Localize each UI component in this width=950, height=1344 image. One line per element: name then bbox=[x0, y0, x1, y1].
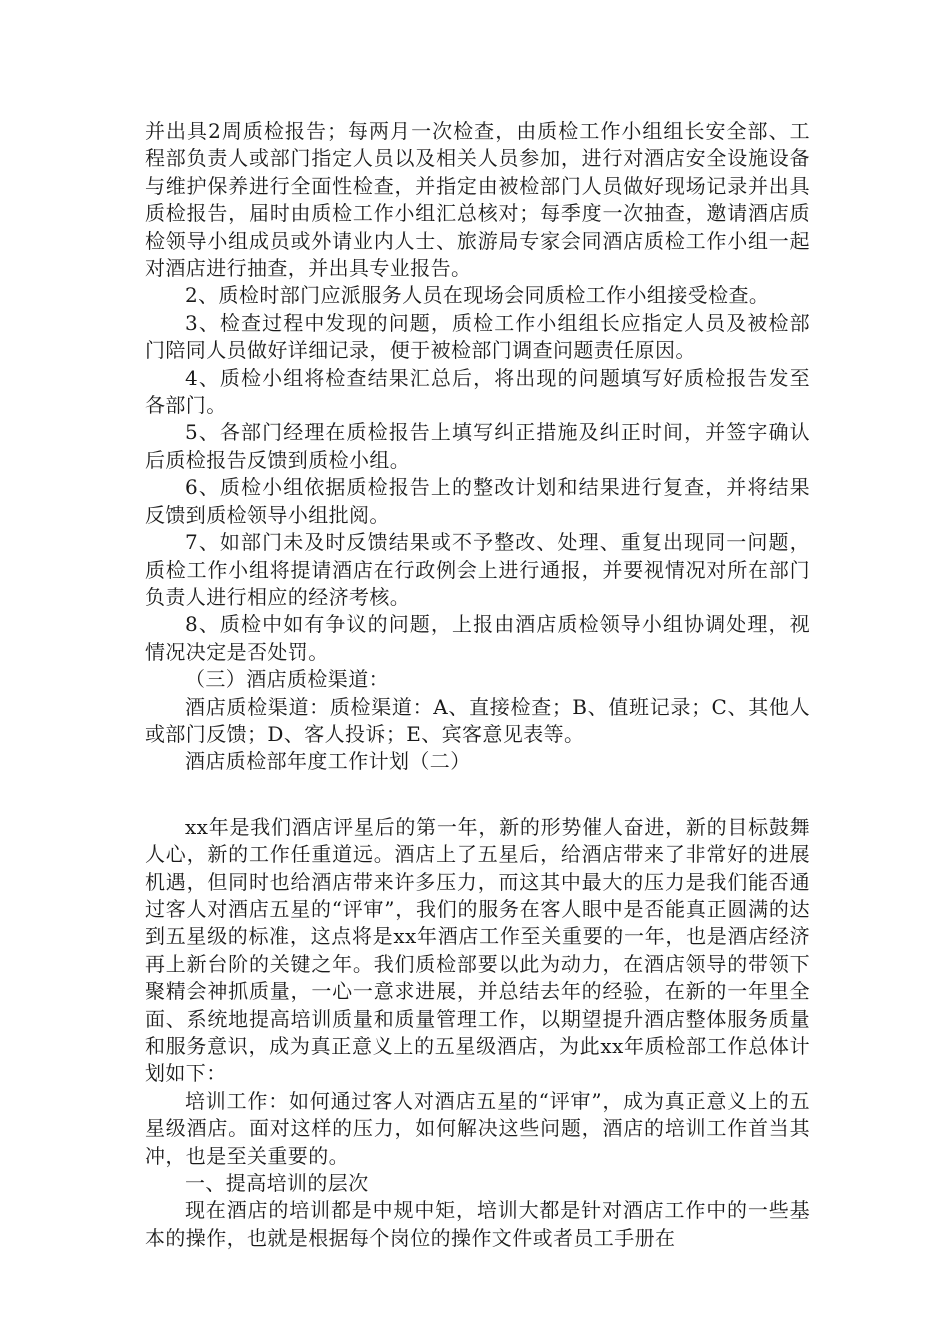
paragraph-item-7: 7、如部门未及时反馈结果或不予整改、处理、重复出现同一问题，质检工作小组将提请酒店在行政例会上进行通报，并要视情况对所在部门负责人进行相应的经济考核。 bbox=[145, 530, 810, 609]
document-title-part-two: 酒店质检部年度工作计划（二） bbox=[185, 749, 471, 774]
section-heading-channels: （三）酒店质检渠道： bbox=[185, 667, 389, 692]
paragraph-item-5: 5、各部门经理在质检报告上填写纠正措施及纠正时间，并签字确认后质检报告反馈到质检小组。 bbox=[145, 420, 810, 472]
paragraph-training-work: 培训工作：如何通过客人对酒店五星的“评审”，成为真正意义上的五星级酒店。面对这样的压力，如何解决这些问题，酒店的培训工作首当其冲，也是至关重要的。 bbox=[145, 1088, 810, 1168]
document-page bbox=[145, 118, 810, 1252]
paragraph-introduction: xx年是我们酒店评星后的第一年，新的形势催人奋进，新的目标鼓舞人心，新的工作任重道远。酒店上了五星后，给酒店带来了非常好的进展机遇，但同时也给酒店带来许多压力，而这其中最大的压力是我们能否通过客人对酒店五星的“评审”，我们的服务在客人眼中是否能真正圆满的达到五星级的标准，这点将是xx年酒店工作至关重要的一年，也是酒店经济再上新台阶的关键之年。我们质检部要以此为动力，在酒店领导的带领下聚精会神抓质量，一心一意求进展，并总结去年的经验，在新的一年里全面、系统地提高培训质量和质量管理工作，以期望提升酒店整体服务质量和服务意识，成为真正意义上的五星级酒店，为此xx年质检部工作总体计划如下： bbox=[145, 814, 810, 1086]
paragraph-item-4: 4、质检小组将检查结果汇总后，将出现的问题填写好质检报告发至各部门。 bbox=[145, 365, 810, 418]
paragraph-item-8: 8、质检中如有争议的问题，上报由酒店质检领导小组协调处理，视情况决定是否处罚。 bbox=[145, 612, 810, 664]
paragraph-current-training: 现在酒店的培训都是中规中矩，培训大都是针对酒店工作中的一些基本的操作，也就是根据每个岗位的操作文件或者员工手册在 bbox=[145, 1198, 810, 1250]
paragraph-channels: 酒店质检渠道：质检渠道：A、直接检查；B、值班记录；C、其他人或部门反馈；D、客人投诉；E、宾客意见表等。 bbox=[145, 694, 810, 746]
paragraph-item-6: 6、质检小组依据质检报告上的整改计划和结果进行复查，并将结果反馈到质检领导小组批阅。 bbox=[145, 475, 810, 527]
paragraph-item-2: 2、质检时部门应派服务人员在现场会同质检工作小组接受检查。 bbox=[185, 283, 770, 308]
section-heading-training-level: 一、提高培训的层次 bbox=[185, 1171, 369, 1196]
blank-line bbox=[145, 776, 810, 814]
paragraph-quality-check-schedule: 并出具2周质检报告；每两月一次检查，由质检工作小组组长安全部、工程部负责人或部门指定人员以及相关人员参加，进行对酒店安全设施设备与维护保养进行全面性检查，并指定由被检部门人员做好现场记录并出具质检报告，届时由质检工作小组汇总核对；每季度一次抽查，邀请酒店质检领导小组成员或外请业内人士、旅游局专家会同酒店质检工作小组一起对酒店进行抽查，并出具专业报告。 bbox=[145, 119, 810, 281]
paragraph-item-3: 3、检查过程中发现的问题，质检工作小组组长应指定人员及被检部门陪同人员做好详细记录，便于被检部门调查问题责任原因。 bbox=[145, 310, 810, 363]
